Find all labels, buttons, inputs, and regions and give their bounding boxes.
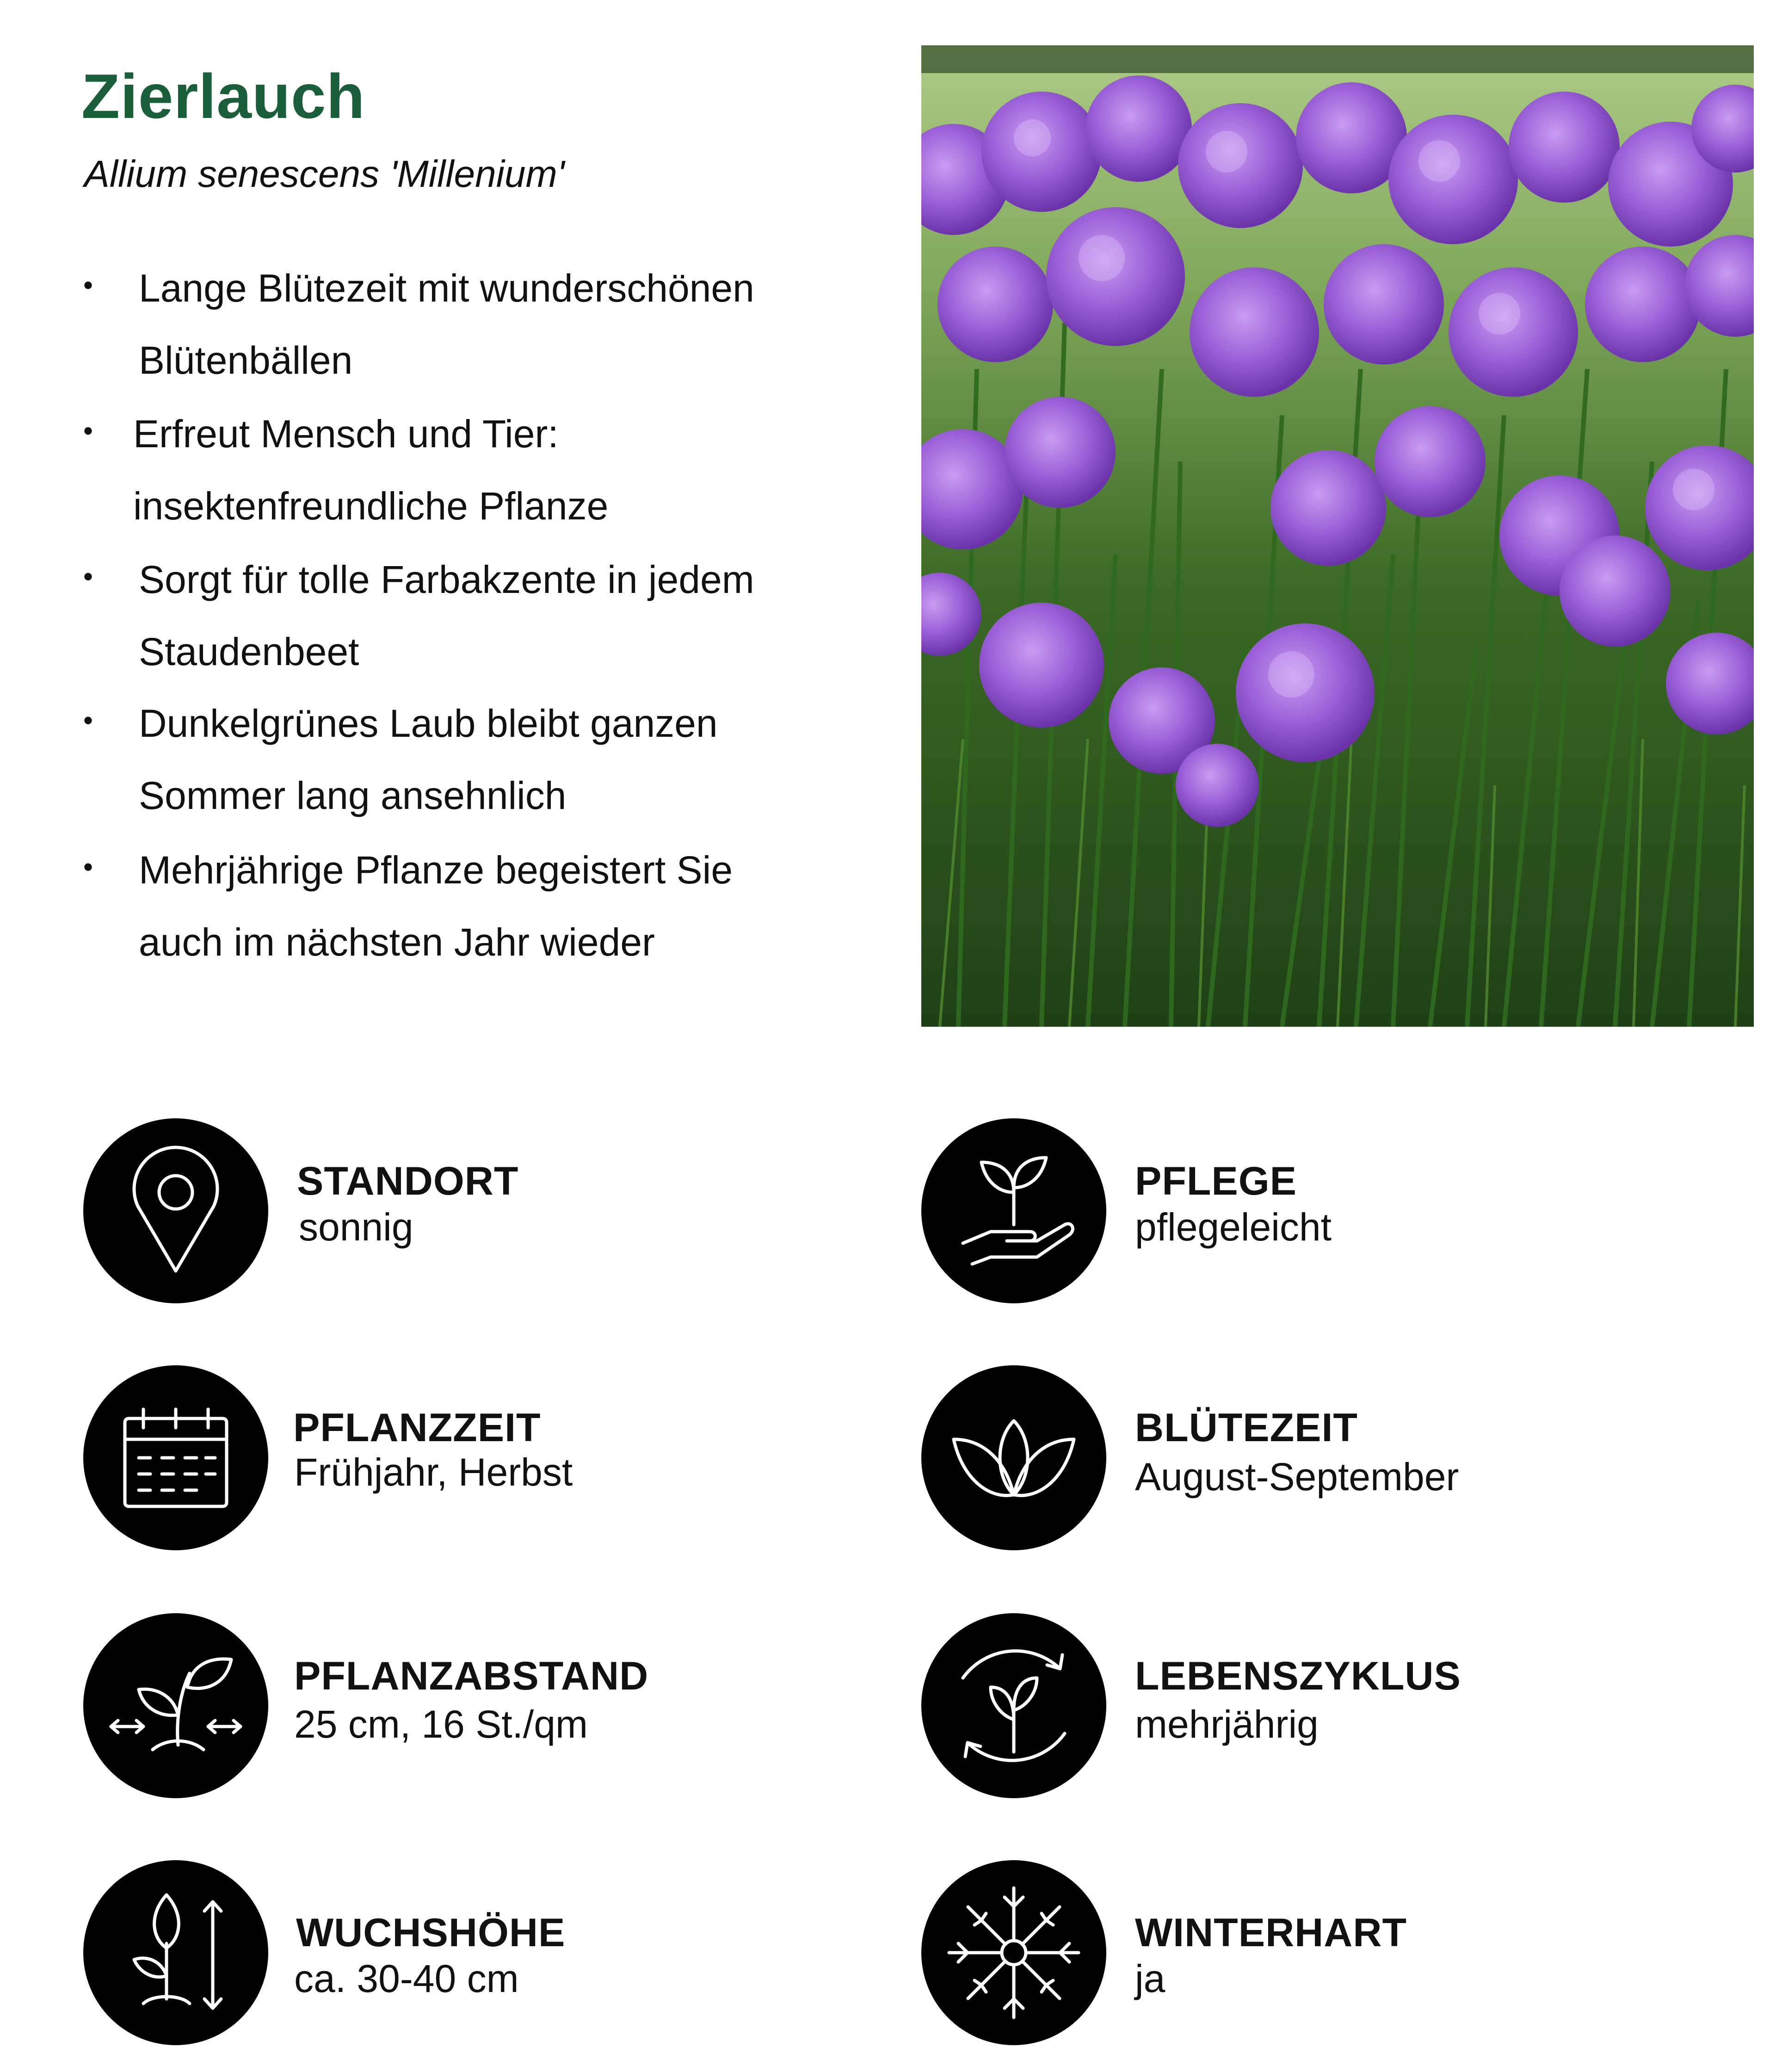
lotus-flower-icon <box>921 1365 1106 1550</box>
pflanzzeit-value: Frühjahr, Herbst <box>294 1450 573 1494</box>
winterhart-value: ja <box>1135 1957 1166 2000</box>
winterhart-icon-circle <box>921 1860 1106 2045</box>
pflanzzeit-icon-circle <box>83 1365 268 1550</box>
bullet: • <box>83 705 93 736</box>
product-title: Zierlauch <box>81 61 365 131</box>
plant-height-icon <box>83 1860 268 2045</box>
wuchshoehe-label: WUCHSHÖHE <box>296 1911 566 1955</box>
pflanzabstand-value: 25 cm, 16 St./qm <box>294 1702 588 1746</box>
feature-line: Erfreut Mensch und Tier: <box>133 412 559 456</box>
bluetezeit-icon-circle <box>921 1365 1106 1550</box>
feature-line: insektenfreundliche Pflanze <box>133 484 609 528</box>
bluetezeit-value: August-September <box>1135 1455 1459 1498</box>
pflege-icon-circle <box>921 1118 1106 1303</box>
winterhart-label: WINTERHART <box>1135 1911 1407 1955</box>
wuchshoehe-icon-circle <box>83 1860 268 2045</box>
feature-line: Mehrjährige Pflanze begeistert Sie <box>139 848 733 892</box>
pflege-label: PFLEGE <box>1135 1159 1297 1203</box>
plant-spacing-icon <box>83 1613 268 1798</box>
lebenszyklus-label: LEBENSZYKLUS <box>1135 1654 1461 1698</box>
feature-line: auch im nächsten Jahr wieder <box>139 920 655 964</box>
feature-line: Sorgt für tolle Farbakzente in jedem <box>139 558 754 601</box>
wuchshoehe-value: ca. 30-40 cm <box>294 1957 519 2000</box>
location-pin-icon <box>83 1118 268 1303</box>
standort-icon-circle <box>83 1118 268 1303</box>
snowflake-icon <box>921 1860 1106 2045</box>
bullet: • <box>83 415 93 446</box>
feature-line: Blütenbällen <box>139 339 353 382</box>
botanical-name: Allium senescens 'Millenium' <box>84 153 565 195</box>
bullet: • <box>83 851 93 882</box>
calendar-icon <box>83 1365 268 1550</box>
seedling-hand-icon <box>921 1118 1106 1303</box>
plant-cycle-icon <box>921 1613 1106 1798</box>
standort-label: STANDORT <box>297 1159 519 1203</box>
feature-line: Sommer lang ansehnlich <box>139 774 567 817</box>
bullet: • <box>83 270 93 301</box>
bluetezeit-label: BLÜTEZEIT <box>1135 1406 1358 1450</box>
lebenszyklus-icon-circle <box>921 1613 1106 1798</box>
feature-line: Lange Blütezeit mit wunderschönen <box>139 266 754 310</box>
pflanzabstand-label: PFLANZABSTAND <box>294 1654 649 1698</box>
standort-value: sonnig <box>299 1205 413 1249</box>
pflanzzeit-label: PFLANZZEIT <box>293 1406 541 1450</box>
bullet: • <box>83 561 93 592</box>
lebenszyklus-value: mehrjährig <box>1135 1702 1319 1746</box>
feature-line: Staudenbeet <box>139 630 359 673</box>
pflanzabstand-icon-circle <box>83 1613 268 1798</box>
feature-line: Dunkelgrünes Laub bleibt ganzen <box>139 702 718 745</box>
pflege-value: pflegeleicht <box>1135 1205 1332 1249</box>
feature-list <box>0 0 879 1018</box>
product-photo <box>921 45 1754 1027</box>
